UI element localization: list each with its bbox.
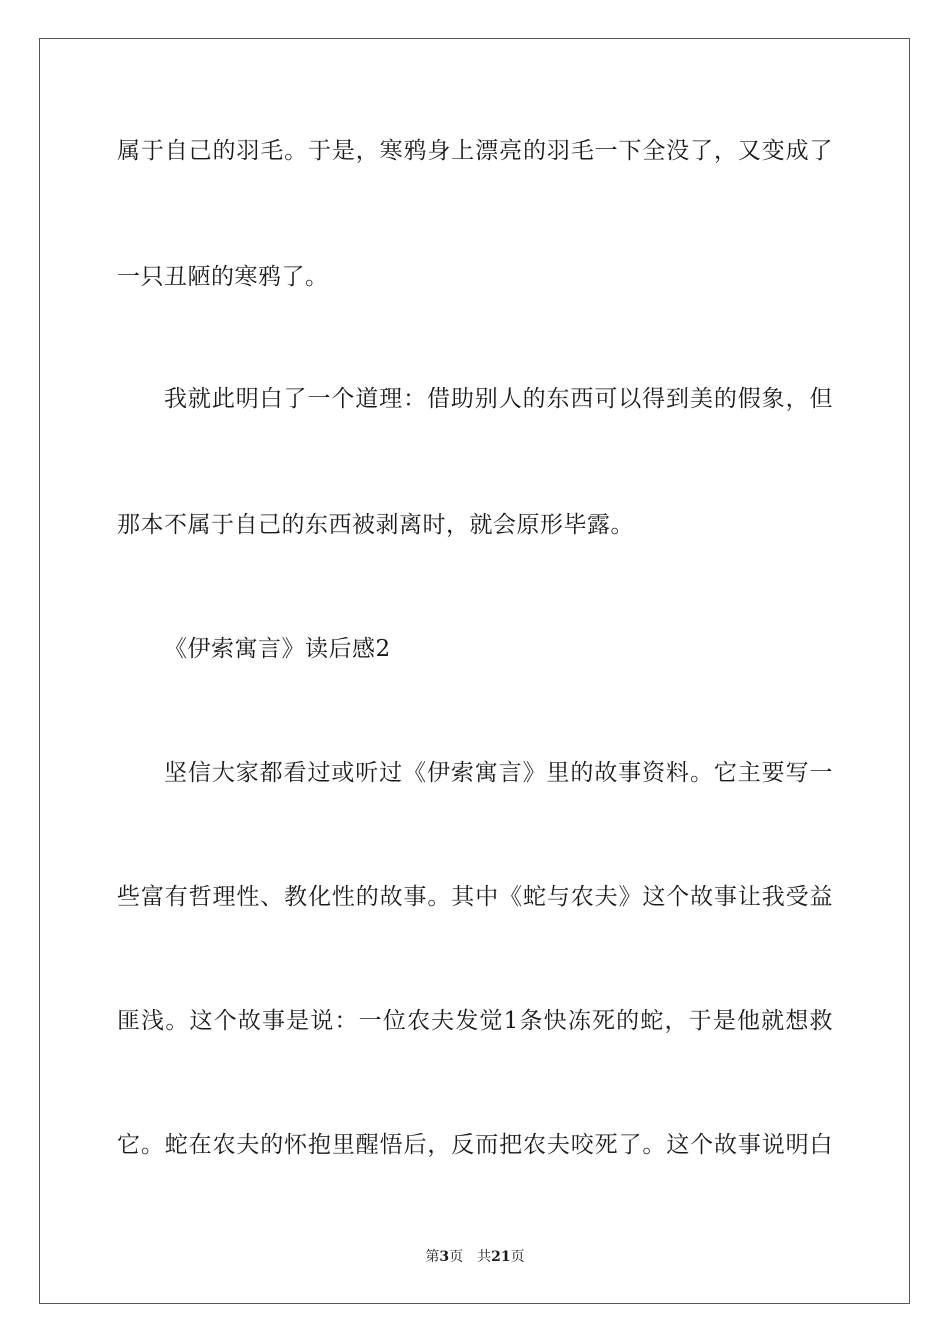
footer-total-prefix: 共 (477, 1249, 492, 1265)
body-line-9: 它。蛇在农夫的怀抱里醒悟后，反而把农夫咬死了。这个故事说明白 (117, 1132, 833, 1158)
footer-total-pages: 21 (491, 1249, 511, 1265)
body-line-4: 那本不属于自己的东西被剥离时，就会原形毕露。 (117, 512, 634, 538)
footer-page-number: 3 (439, 1249, 450, 1265)
body-line-1: 属于自己的羽毛。于是，寒鸦身上漂亮的羽毛一下全没了，又变成了 (117, 138, 833, 164)
body-line-6: 坚信大家都看过或听过《伊索寓言》里的故事资料。它主要写一 (164, 760, 833, 786)
footer-page-prefix: 第 (425, 1249, 440, 1265)
section-heading: 《伊索寓言》读后感2 (164, 636, 391, 662)
body-line-7: 些富有哲理性、教化性的故事。其中《蛇与农夫》这个故事让我受益 (117, 884, 833, 910)
footer-total-suffix: 页 (510, 1249, 525, 1265)
body-line-2: 一只丑陋的寒鸦了。 (117, 264, 329, 290)
body-line-3: 我就此明白了一个道理：借助别人的东西可以得到美的假象，但 (164, 386, 833, 412)
page-border (39, 38, 910, 1304)
footer-page-suffix: 页 (449, 1249, 464, 1265)
page-footer (0, 1248, 950, 1266)
body-line-8: 匪浅。这个故事是说：一位农夫发觉1条快冻死的蛇，于是他就想救 (117, 1008, 833, 1034)
